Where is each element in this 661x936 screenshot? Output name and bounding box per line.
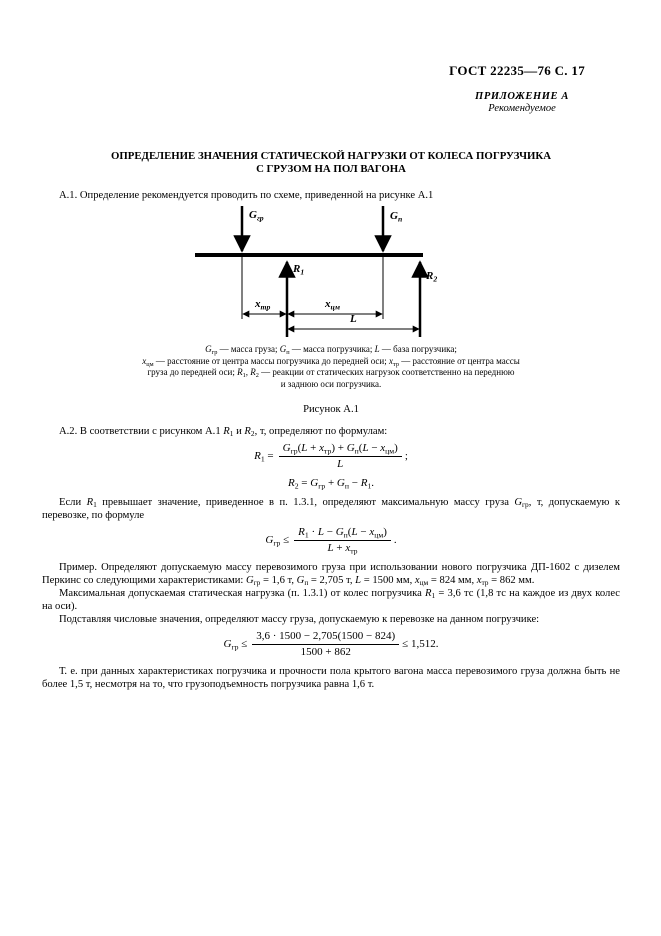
paragraph-a2: А.2. В соответствии с рисунком А.1 $R_1$ и $R_2$, т, определяют по формулам:	[59, 426, 388, 439]
formula-numeric-lhs: $G_{гр}$ ≤	[223, 638, 248, 652]
formula-g-max-fraction	[294, 526, 391, 555]
label-g-p: $G_п$	[390, 210, 403, 224]
annex-subtitle: Рекомендуемое	[488, 103, 556, 114]
formula-r1-fraction	[279, 442, 402, 471]
paragraph-esli: Если $R_1$ превышает значение, приведенное в п. 1.3.1, определяют максимальную массу груза $G_{гр}$, т, допускаемую к перевозке, по формуле	[42, 497, 621, 521]
document-title-line2: С ГРУЗОМ НА ПОЛ ВАГОНА	[256, 163, 406, 175]
figure-caption-line: $x_{цм}$ — расстояние от центра массы погрузчика до передней оси; $x_{тр}$ — расстояние от центра массы	[142, 355, 520, 368]
formula-r1-denominator: L	[337, 458, 344, 470]
formula-g-max-lhs: $G_{гр}$ ≤	[265, 534, 290, 548]
label-r1: $R_1$	[293, 263, 305, 277]
paragraph-conclusion: Т. е. при данных характеристиках погрузчика и прочности пола крытого вагона масса перевозимого груза должна быть не более 1,5 т, несмотря на то, что грузоподъемность погрузчика равна 1,6 т.	[42, 666, 620, 690]
formula-g-max-numerator: $R_1 \cdot L - G_п(L - x_{цм})$	[294, 526, 391, 541]
formula-numeric	[42, 630, 620, 659]
document-title	[42, 150, 620, 176]
document-body	[42, 150, 620, 691]
figure-name: Рисунок А.1	[303, 404, 359, 415]
diagram-canvas	[170, 202, 490, 342]
formula-g-max-denominator: $L + x_{тр}$	[327, 542, 358, 556]
label-x-tr: $x_{тр}$	[255, 298, 271, 312]
label-r2: $R_2$	[426, 270, 438, 284]
formula-g-max-tail: .	[393, 534, 397, 546]
figure-caption-line: и заднюю оси погрузчика.	[280, 378, 382, 389]
paragraph-a1: А.1. Определение рекомендуется проводить по схеме, приведенной на рисунке А.1	[59, 190, 434, 201]
annex-block	[475, 91, 569, 115]
formula-numeric-numerator: 3,6 · 1500 − 2,705(1500 − 824)	[252, 630, 399, 645]
formula-numeric-fraction	[252, 630, 399, 659]
paragraph-primer: Пример. Определяют допускаемую массу перевозимого груза при использовании нового погрузчика ДП-1602 с дизелем Перкинс со следующими характеристиками: $G_{гр} = 1,6$ т, $G_п = 2,705$ т, L = 1500 мм, $x_{цм} = 824$ мм, $x_{тр} = 862$ мм.	[42, 562, 620, 588]
label-g-gr: $G_{гр}$	[249, 209, 264, 223]
formula-r1	[42, 442, 620, 471]
paragraph-maks: Максимальная допускаемая статическая нагрузка (п. 1.3.1) от колес погрузчика $R_1 = 3,6$ тс (1,8 тс на каждое из двух колес на оси).	[42, 588, 620, 612]
formula-r1-numerator: $G_{гр}(L + x_{тр}) + G_п(L - x_{цм})$	[279, 442, 402, 457]
figure-caption-line: $G_{гр}$ — масса груза; $G_п$ — масса погрузчика; L — база погрузчика;	[205, 344, 457, 356]
formula-r2: $R_2 = G_{гр} + G_п - R_1$.	[287, 477, 375, 491]
figure-caption	[42, 344, 620, 390]
annex-title: ПРИЛОЖЕНИЕ А	[475, 91, 569, 102]
figure-caption-line: груза до передней оси; $R_1$, $R_2$ — реакции от статических нагрузок соответственно на переднюю	[147, 367, 515, 379]
formula-r1-tail: ;	[404, 450, 408, 462]
formula-r1-lhs: $R_1$ =	[254, 450, 274, 464]
figure-a1-diagram	[170, 202, 490, 342]
document-reference: ГОСТ 22235—76 С. 17	[449, 63, 585, 78]
paragraph-podst: Подставляя числовые значения, определяют массу груза, допускаемую к перевозке на данном погрузчике:	[59, 614, 540, 625]
label-l: L	[350, 313, 357, 325]
formula-numeric-denominator: 1500 + 862	[300, 646, 351, 658]
formula-g-max	[42, 526, 620, 555]
document-title-line1: ОПРЕДЕЛЕНИЕ ЗНАЧЕНИЯ СТАТИЧЕСКОЙ НАГРУЗКИ ОТ КОЛЕСА ПОГРУЗЧИКА	[110, 150, 552, 162]
formula-numeric-tail: ≤ 1,512.	[402, 638, 439, 650]
label-x-cm: $x_{цм}$	[325, 298, 341, 312]
